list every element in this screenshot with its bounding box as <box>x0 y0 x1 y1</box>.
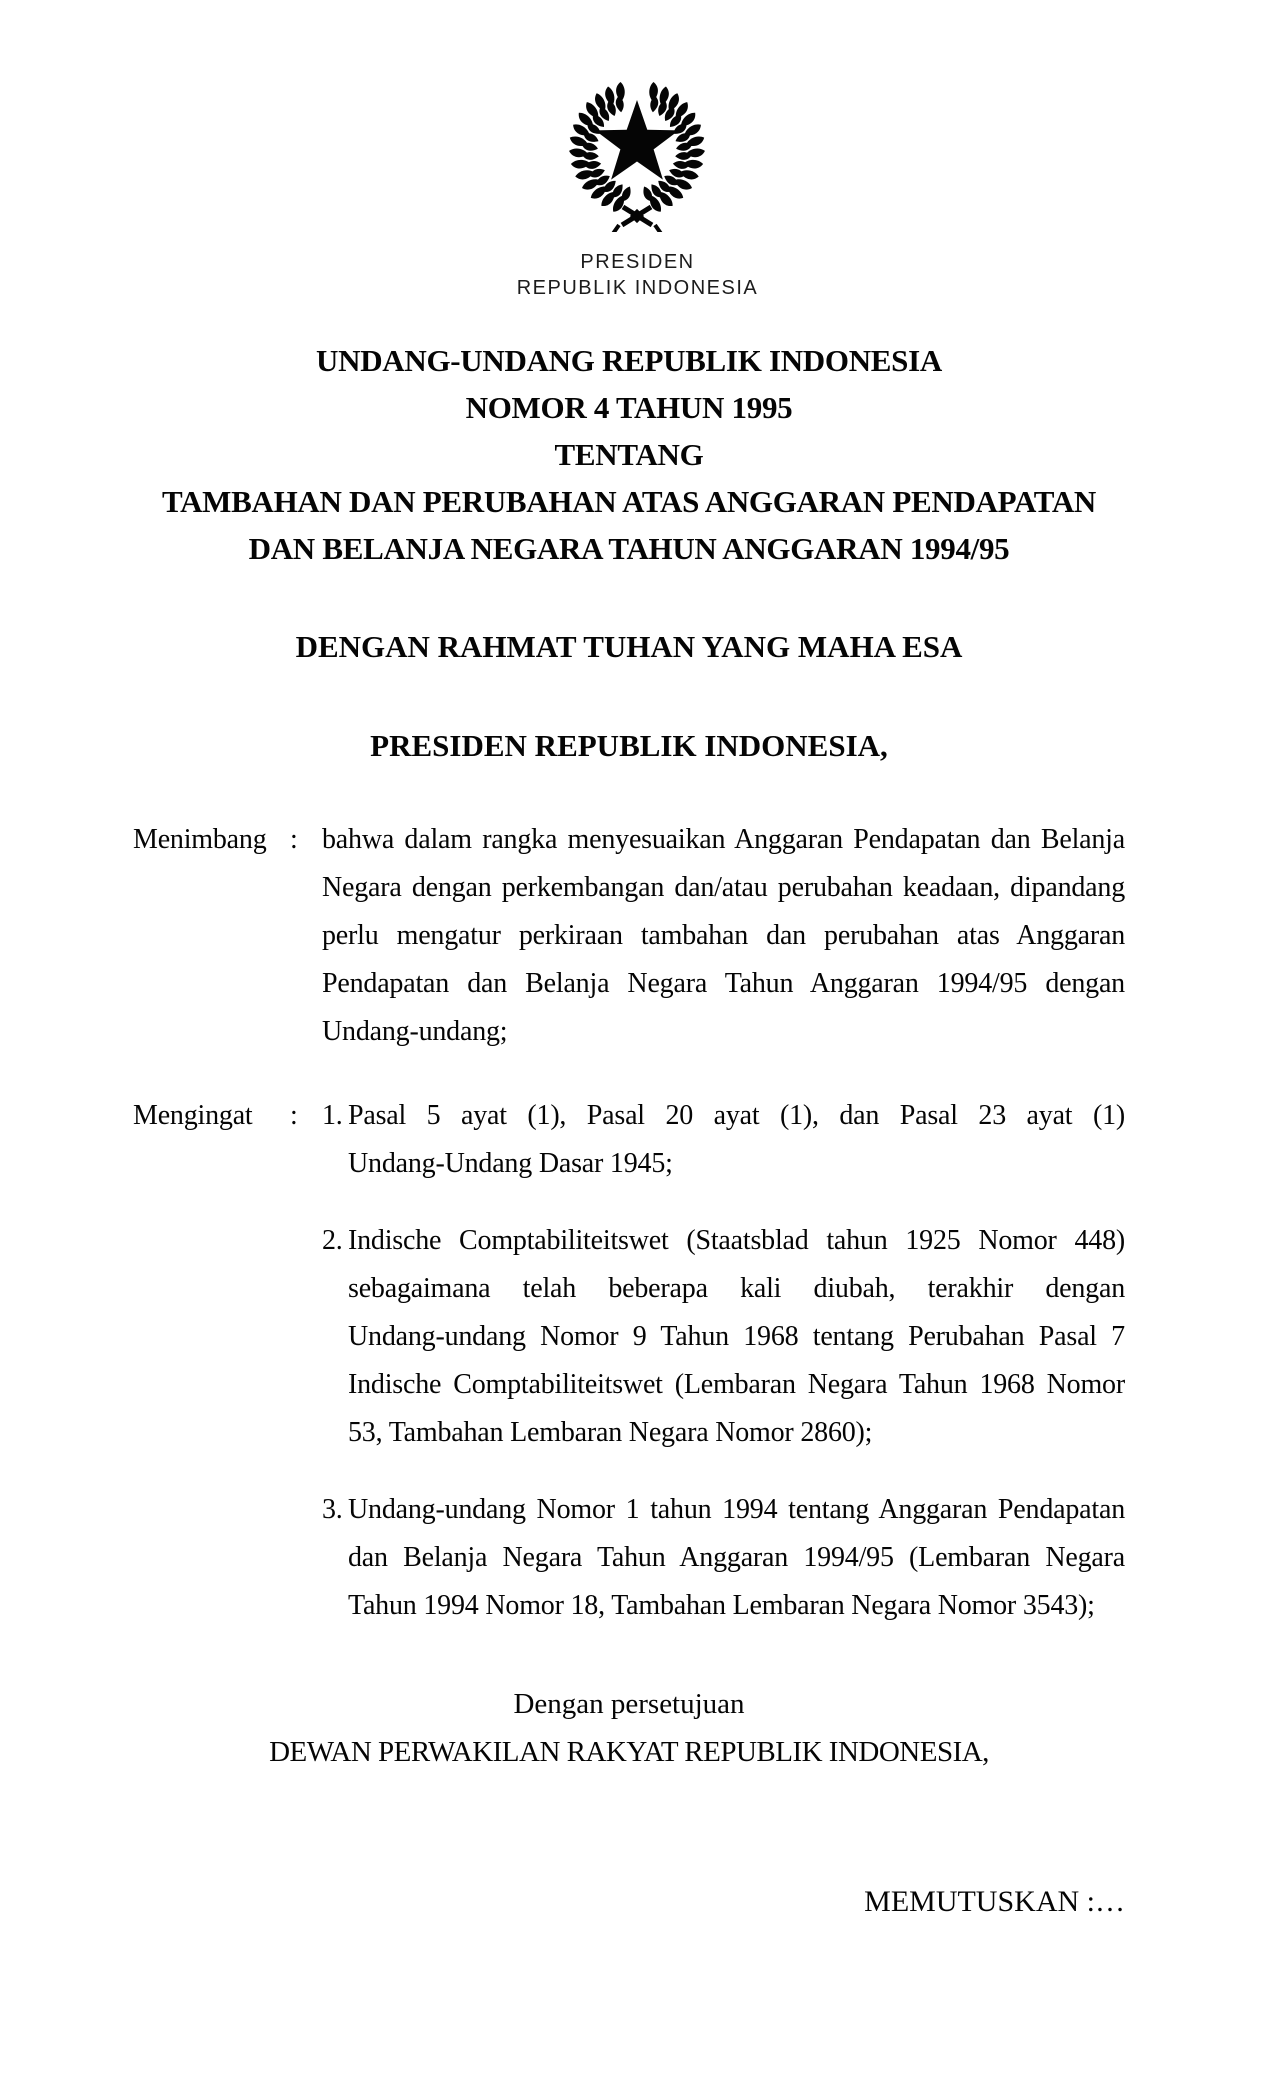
legal-basis-label: Mengingat <box>133 1100 253 1131</box>
item-number: 1. <box>322 1100 343 1131</box>
approval-intro: Dengan persetujuan <box>513 1688 745 1720</box>
item-text <box>348 1486 1125 1630</box>
item-text <box>348 1092 1125 1188</box>
text-line: Indische Comptabiliteitswet (Lembaran Negara Tahun 1968 Nomor <box>348 1369 1125 1400</box>
national-emblem <box>557 68 717 232</box>
text-line: 53, Tambahan Lembaran Negara Nomor 2860); <box>348 1417 873 1448</box>
text-line: Undang-Undang Dasar 1945; <box>348 1148 673 1179</box>
list-item <box>322 1092 1125 1188</box>
text-line: Pendapatan dan Belanja Negara Tahun Anggaran 1994/95 dengan <box>322 968 1125 999</box>
text-line: perlu mengatur perkiraan tambahan dan perubahan atas Anggaran <box>322 920 1125 951</box>
approval-section <box>133 1680 1125 1776</box>
ribbon-bow <box>612 207 662 232</box>
text-line: Undang-undang Nomor 1 tahun 1994 tentang Anggaran Pendapatan <box>348 1494 1125 1525</box>
legal-basis-colon: : <box>290 1100 298 1131</box>
list-item <box>322 1486 1125 1630</box>
star-wreath-emblem-icon <box>557 68 717 232</box>
text-line: Undang-undang; <box>322 1016 508 1047</box>
law-title <box>133 337 1125 572</box>
item-number: 3. <box>322 1494 343 1525</box>
text-line: Pasal 5 ayat (1), Pasal 20 ayat (1), dan Pasal 23 ayat (1) <box>348 1100 1125 1131</box>
item-text <box>348 1217 1125 1457</box>
considering-section <box>133 816 1125 1056</box>
star-icon <box>595 100 679 180</box>
text-line: DAN BELANJA NEGARA TAHUN ANGGARAN 1994/95 <box>248 531 1010 566</box>
text-line: UNDANG-UNDANG REPUBLIK INDONESIA <box>316 343 942 378</box>
text-line: NOMOR 4 TAHUN 1995 <box>465 390 793 425</box>
item-number: 2. <box>322 1225 343 1256</box>
text-line: TAMBAHAN DAN PERUBAHAN ATAS ANGGARAN PENDAPATAN <box>162 484 1096 519</box>
letterhead-presiden-label: PRESIDEN <box>580 251 695 273</box>
text-line: bahwa dalam rangka menyesuaikan Anggaran Pendapatan dan Belanja <box>322 824 1125 855</box>
considering-paragraph <box>322 816 1125 1056</box>
text-line: Negara dengan perkembangan dan/atau perubahan keadaan, dipandang <box>322 872 1125 903</box>
text-line: TENTANG <box>554 437 704 472</box>
invocation-line: DENGAN RAHMAT TUHAN YANG MAHA ESA <box>295 629 963 664</box>
letterhead-republik-label: REPUBLIK INDONESIA <box>516 277 759 299</box>
text-line: Tahun 1994 Nomor 18, Tambahan Lembaran Negara Nomor 3543); <box>348 1590 1095 1621</box>
list-item <box>322 1217 1125 1457</box>
legal-basis-list <box>322 1092 1125 1630</box>
considering-colon: : <box>290 824 298 855</box>
decision-heading: MEMUTUSKAN :… <box>864 1885 1125 1918</box>
text-line: dan Belanja Negara Tahun Anggaran 1994/95 (Lembaran Negara <box>348 1542 1125 1573</box>
text-line: sebagaimana telah beberapa kali diubah, terakhir dengan <box>348 1273 1125 1304</box>
legal-basis-section <box>133 1092 1125 1630</box>
text-line: Indische Comptabiliteitswet (Staatsblad tahun 1925 Nomor 448) <box>348 1225 1125 1256</box>
considering-label: Menimbang <box>133 824 267 855</box>
issuer-line: PRESIDEN REPUBLIK INDONESIA, <box>370 728 888 763</box>
text-line: Undang-undang Nomor 9 Tahun 1968 tentang Perubahan Pasal 7 <box>348 1321 1125 1352</box>
approval-body: DEWAN PERWAKILAN RAKYAT REPUBLIK INDONESIA, <box>269 1736 989 1768</box>
